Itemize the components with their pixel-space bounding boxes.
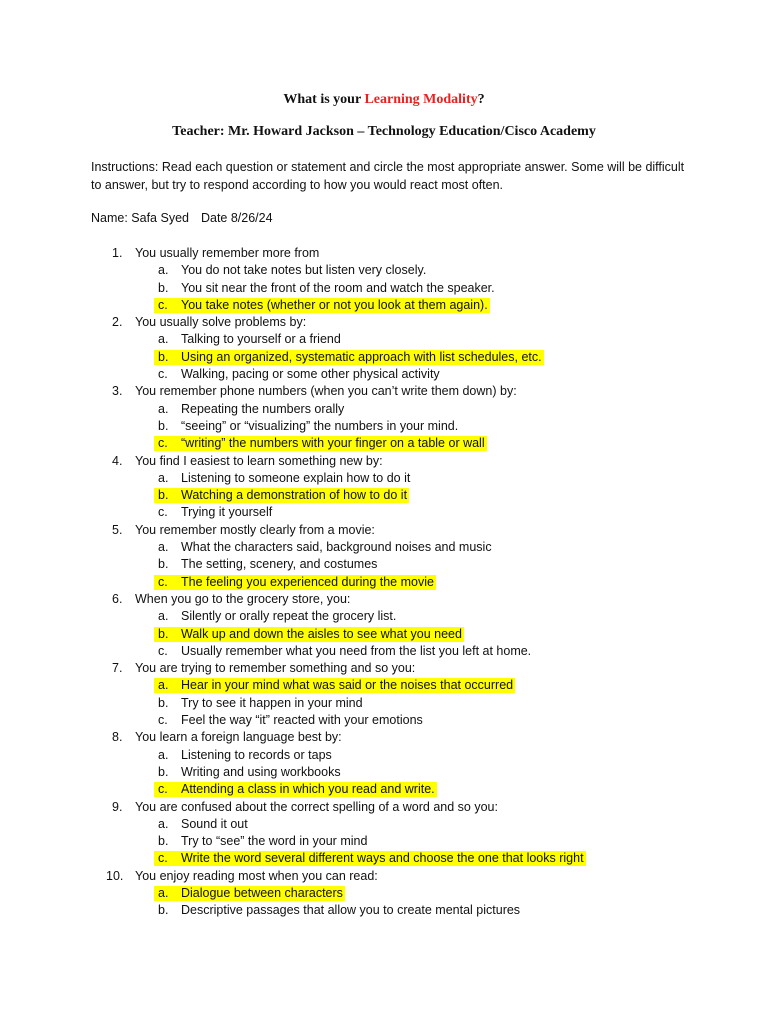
option-letter: a. [158, 470, 169, 485]
question-text: You usually solve problems by: [135, 315, 307, 330]
question-8 [0, 729, 768, 746]
teacher-heading: Teacher: Mr. Howard Jackson – Technology Education/Cisco Academy [172, 124, 596, 139]
option-text: Attending a class in which you read and write. [181, 782, 435, 797]
option-text: Descriptive passages that allow you to create mental pictures [181, 903, 521, 918]
question-2 [0, 314, 768, 331]
option-text: Trying it yourself [181, 505, 273, 520]
question-number: 5. [112, 522, 123, 537]
question-text: You are confused about the correct spelling of a word and so you: [135, 799, 498, 814]
question-text: You remember mostly clearly from a movie: [135, 522, 375, 537]
option-letter: a. [158, 816, 169, 831]
question-number: 1. [112, 246, 123, 260]
title-suffix: ? [477, 92, 485, 107]
option-text: Try to see it happen in your mind [181, 695, 363, 710]
answer-option[interactable] [0, 695, 768, 712]
option-text: You do not take notes but listen very closely. [181, 263, 427, 278]
option-text: Repeating the numbers orally [181, 401, 345, 416]
answer-option-highlighted[interactable] [0, 487, 768, 504]
option-text: Writing and using workbooks [181, 764, 341, 779]
answer-option[interactable] [0, 608, 768, 625]
option-text: “writing” the numbers with your finger on a table or wall [181, 436, 485, 451]
question-number: 3. [112, 384, 123, 399]
option-letter: c. [158, 643, 168, 658]
option-text: Hear in your mind what was said or the noises that occurred [181, 678, 514, 693]
answer-option[interactable] [0, 556, 768, 573]
option-letter: a. [158, 885, 169, 900]
option-letter: a. [158, 678, 169, 693]
option-text: Feel the way “it” reacted with your emotions [181, 713, 423, 728]
answer-option[interactable] [0, 280, 768, 297]
option-text: Try to “see” the word in your mind [181, 834, 368, 849]
answer-option-highlighted[interactable] [0, 850, 768, 867]
option-text: The setting, scenery, and costumes [181, 557, 378, 572]
answer-option[interactable] [0, 262, 768, 279]
option-letter: b. [158, 349, 169, 364]
option-letter: a. [158, 263, 169, 278]
option-letter: a. [158, 401, 169, 416]
option-letter: c. [158, 505, 168, 520]
name-date-line [91, 211, 273, 225]
answer-option-highlighted[interactable] [0, 435, 768, 452]
answer-option[interactable] [0, 816, 768, 833]
option-letter: c. [158, 297, 168, 312]
option-letter: b. [158, 418, 169, 433]
option-letter: a. [158, 332, 169, 347]
option-text: Watching a demonstration of how to do it [181, 488, 408, 503]
question-number: 10. [106, 868, 124, 883]
option-text: Walk up and down the aisles to see what you need [181, 626, 462, 641]
question-number: 4. [112, 453, 123, 468]
question-10 [0, 868, 768, 885]
date-label: Date 8/26/24 [200, 211, 273, 225]
instructions-text: Instructions: Read each question or statement and circle the most appropriate answer. Some will be difficult to answer, but try to respond according to how you would react most often. [91, 160, 685, 192]
option-letter: b. [158, 695, 169, 710]
question-1 [0, 245, 768, 262]
question-4 [0, 453, 768, 470]
option-text: Usually remember what you need from the list you left at home. [181, 643, 532, 658]
question-number: 2. [112, 315, 123, 330]
question-text: You usually remember more from [135, 246, 320, 260]
option-text: What the characters said, background noises and music [181, 540, 492, 555]
option-text: Walking, pacing or some other physical activity [181, 367, 440, 382]
answer-option[interactable] [0, 833, 768, 850]
page-title [0, 92, 768, 108]
answer-option-highlighted[interactable] [0, 574, 768, 591]
option-text: Listening to someone explain how to do it [181, 470, 411, 485]
question-text: You enjoy reading most when you can read: [135, 868, 378, 883]
option-letter: b. [158, 280, 169, 295]
question-5 [0, 522, 768, 539]
option-letter: b. [158, 834, 169, 849]
option-text: You take notes (whether or not you look at them again). [181, 297, 488, 312]
option-letter: c. [158, 367, 168, 382]
answer-option[interactable] [0, 539, 768, 556]
option-letter: b. [158, 626, 169, 641]
option-letter: a. [158, 747, 169, 762]
answer-option[interactable] [0, 712, 768, 729]
option-letter: c. [158, 436, 168, 451]
option-text: Write the word several different ways and choose the one that looks right [181, 851, 584, 866]
title-accent: Learning Modality [364, 92, 478, 107]
option-letter: b. [158, 557, 169, 572]
answer-option[interactable] [0, 764, 768, 781]
option-letter: a. [158, 540, 169, 555]
answer-option[interactable] [0, 418, 768, 435]
option-letter: b. [158, 764, 169, 779]
question-text: You are trying to remember something and so you: [135, 661, 416, 676]
option-letter: c. [158, 713, 168, 728]
question-3 [0, 383, 768, 400]
question-number: 8. [112, 730, 123, 745]
title-prefix: What is your [283, 92, 365, 107]
option-text: Talking to yourself or a friend [181, 332, 341, 347]
question-text: You remember phone numbers (when you can’t write them down) by: [135, 384, 517, 399]
name-label: Name: Safa Syed [91, 211, 189, 225]
answer-option[interactable] [0, 643, 768, 660]
question-7 [0, 660, 768, 677]
question-text: When you go to the grocery store, you: [135, 591, 351, 606]
option-letter: a. [158, 609, 169, 624]
answer-option-highlighted[interactable] [0, 781, 768, 798]
question-number: 9. [112, 799, 123, 814]
answer-option[interactable] [0, 747, 768, 764]
question-list [0, 245, 768, 920]
question-6 [0, 591, 768, 608]
option-letter: c. [158, 851, 168, 866]
answer-option[interactable] [0, 366, 768, 383]
option-text: Using an organized, systematic approach with list schedules, etc. [181, 349, 542, 364]
option-text: You sit near the front of the room and watch the speaker. [181, 280, 495, 295]
answer-option[interactable] [0, 401, 768, 418]
answer-option-highlighted[interactable] [0, 885, 768, 902]
answer-option-highlighted[interactable] [0, 349, 768, 366]
answer-option-highlighted[interactable] [0, 626, 768, 643]
option-text: The feeling you experienced during the movie [181, 574, 434, 589]
option-text: Sound it out [181, 816, 248, 831]
question-text: You find I easiest to learn something new by: [135, 453, 383, 468]
option-letter: b. [158, 903, 169, 918]
question-number: 6. [112, 591, 123, 606]
answer-option-highlighted[interactable] [0, 297, 768, 314]
answer-option[interactable] [0, 470, 768, 487]
question-9 [0, 799, 768, 816]
option-letter: b. [158, 488, 169, 503]
answer-option[interactable] [0, 331, 768, 348]
question-text: You learn a foreign language best by: [135, 730, 342, 745]
option-text: Listening to records or taps [181, 747, 332, 762]
option-letter: c. [158, 782, 168, 797]
option-text: Dialogue between characters [181, 885, 343, 900]
option-letter: c. [158, 574, 168, 589]
answer-option[interactable] [0, 504, 768, 521]
option-text: Silently or orally repeat the grocery list. [181, 609, 397, 624]
option-text: “seeing” or “visualizing” the numbers in your mind. [181, 418, 459, 433]
answer-option-highlighted[interactable] [0, 677, 768, 694]
question-number: 7. [112, 661, 123, 676]
answer-option[interactable] [0, 902, 768, 919]
